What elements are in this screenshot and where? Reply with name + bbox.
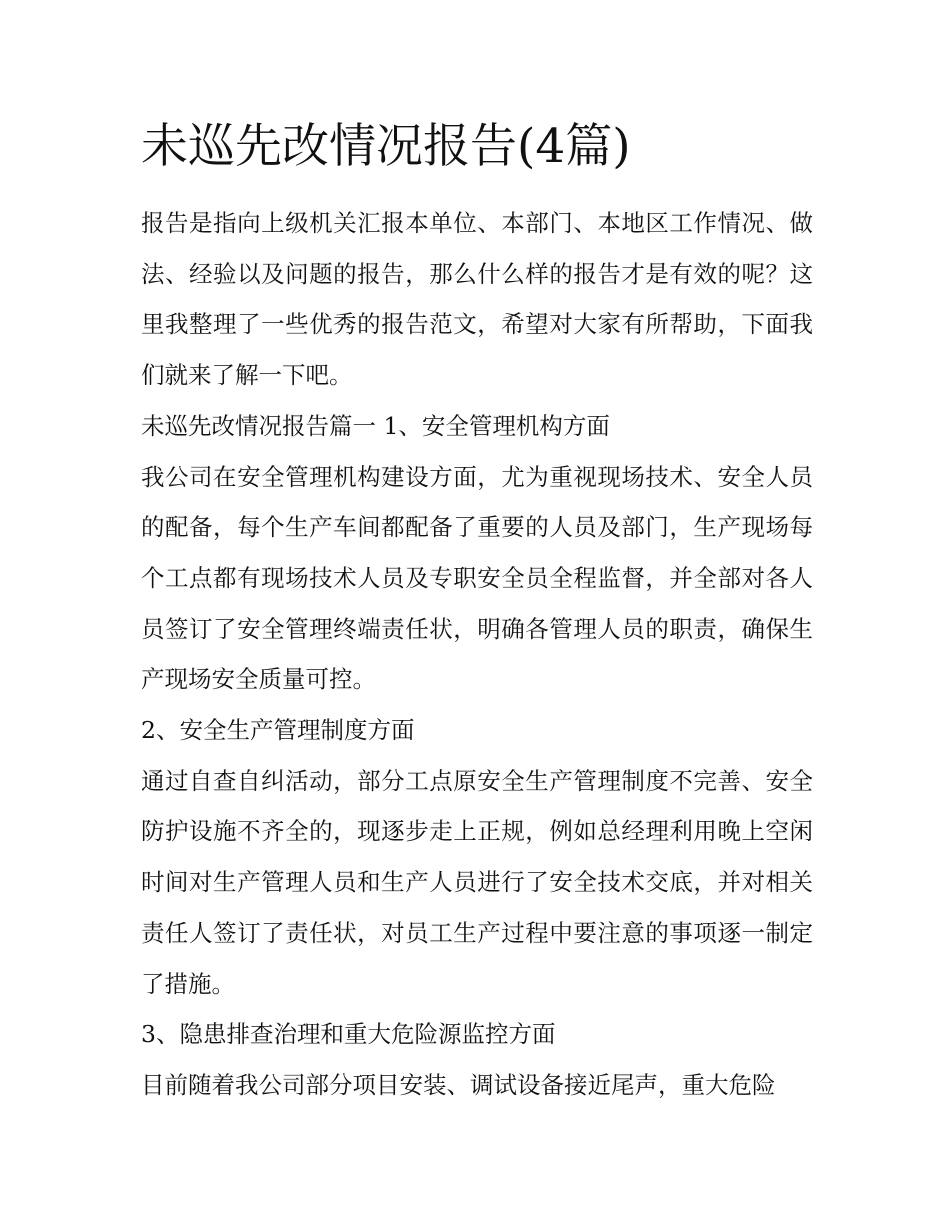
document-title: 未巡先改情况报告(4篇) [141,119,631,174]
section-heading-1: 未巡先改情况报告篇一 1、安全管理机构方面 [141,411,610,440]
section-paragraph-3: 目前随着我公司部分项目安装、调试设备接近尾声，重大危险 [141,1070,776,1099]
section-paragraph-2: 通过自查自纠活动，部分工点原安全生产管理制度不完善、安全防护设施不齐全的，现逐步走上正规，例如总经理利用晚上空闲时间对生产管理人员和生产人员进行了安全技术交底，并对相关责任人签订了责任状，对员工生产过程中要注意的事项逐一制定了措施。 [141,766,813,998]
intro-paragraph: 报告是指向上级机关汇报本单位、本部门、本地区工作情况、做法、经验以及问题的报告，那么什么样的报告才是有效的呢？这里我整理了一些优秀的报告范文，希望对大家有所帮助，下面我们就来了解一下吧。 [141,209,813,390]
section-paragraph-1: 我公司在安全管理机构建设方面，尤为重视现场技术、安全人员的配备，每个生产车间都配备了重要的人员及部门，生产现场每个工点都有现场技术人员及专职安全员全程监督，并全部对各人员签订了安全管理终端责任状，明确各管理人员的职责，确保生产现场安全质量可控。 [141,462,813,694]
section-heading-2: 2、安全生产管理制度方面 [141,716,415,745]
document-page [141,112,813,1111]
section-heading-3: 3、隐患排查治理和重大危险源监控方面 [141,1020,556,1049]
